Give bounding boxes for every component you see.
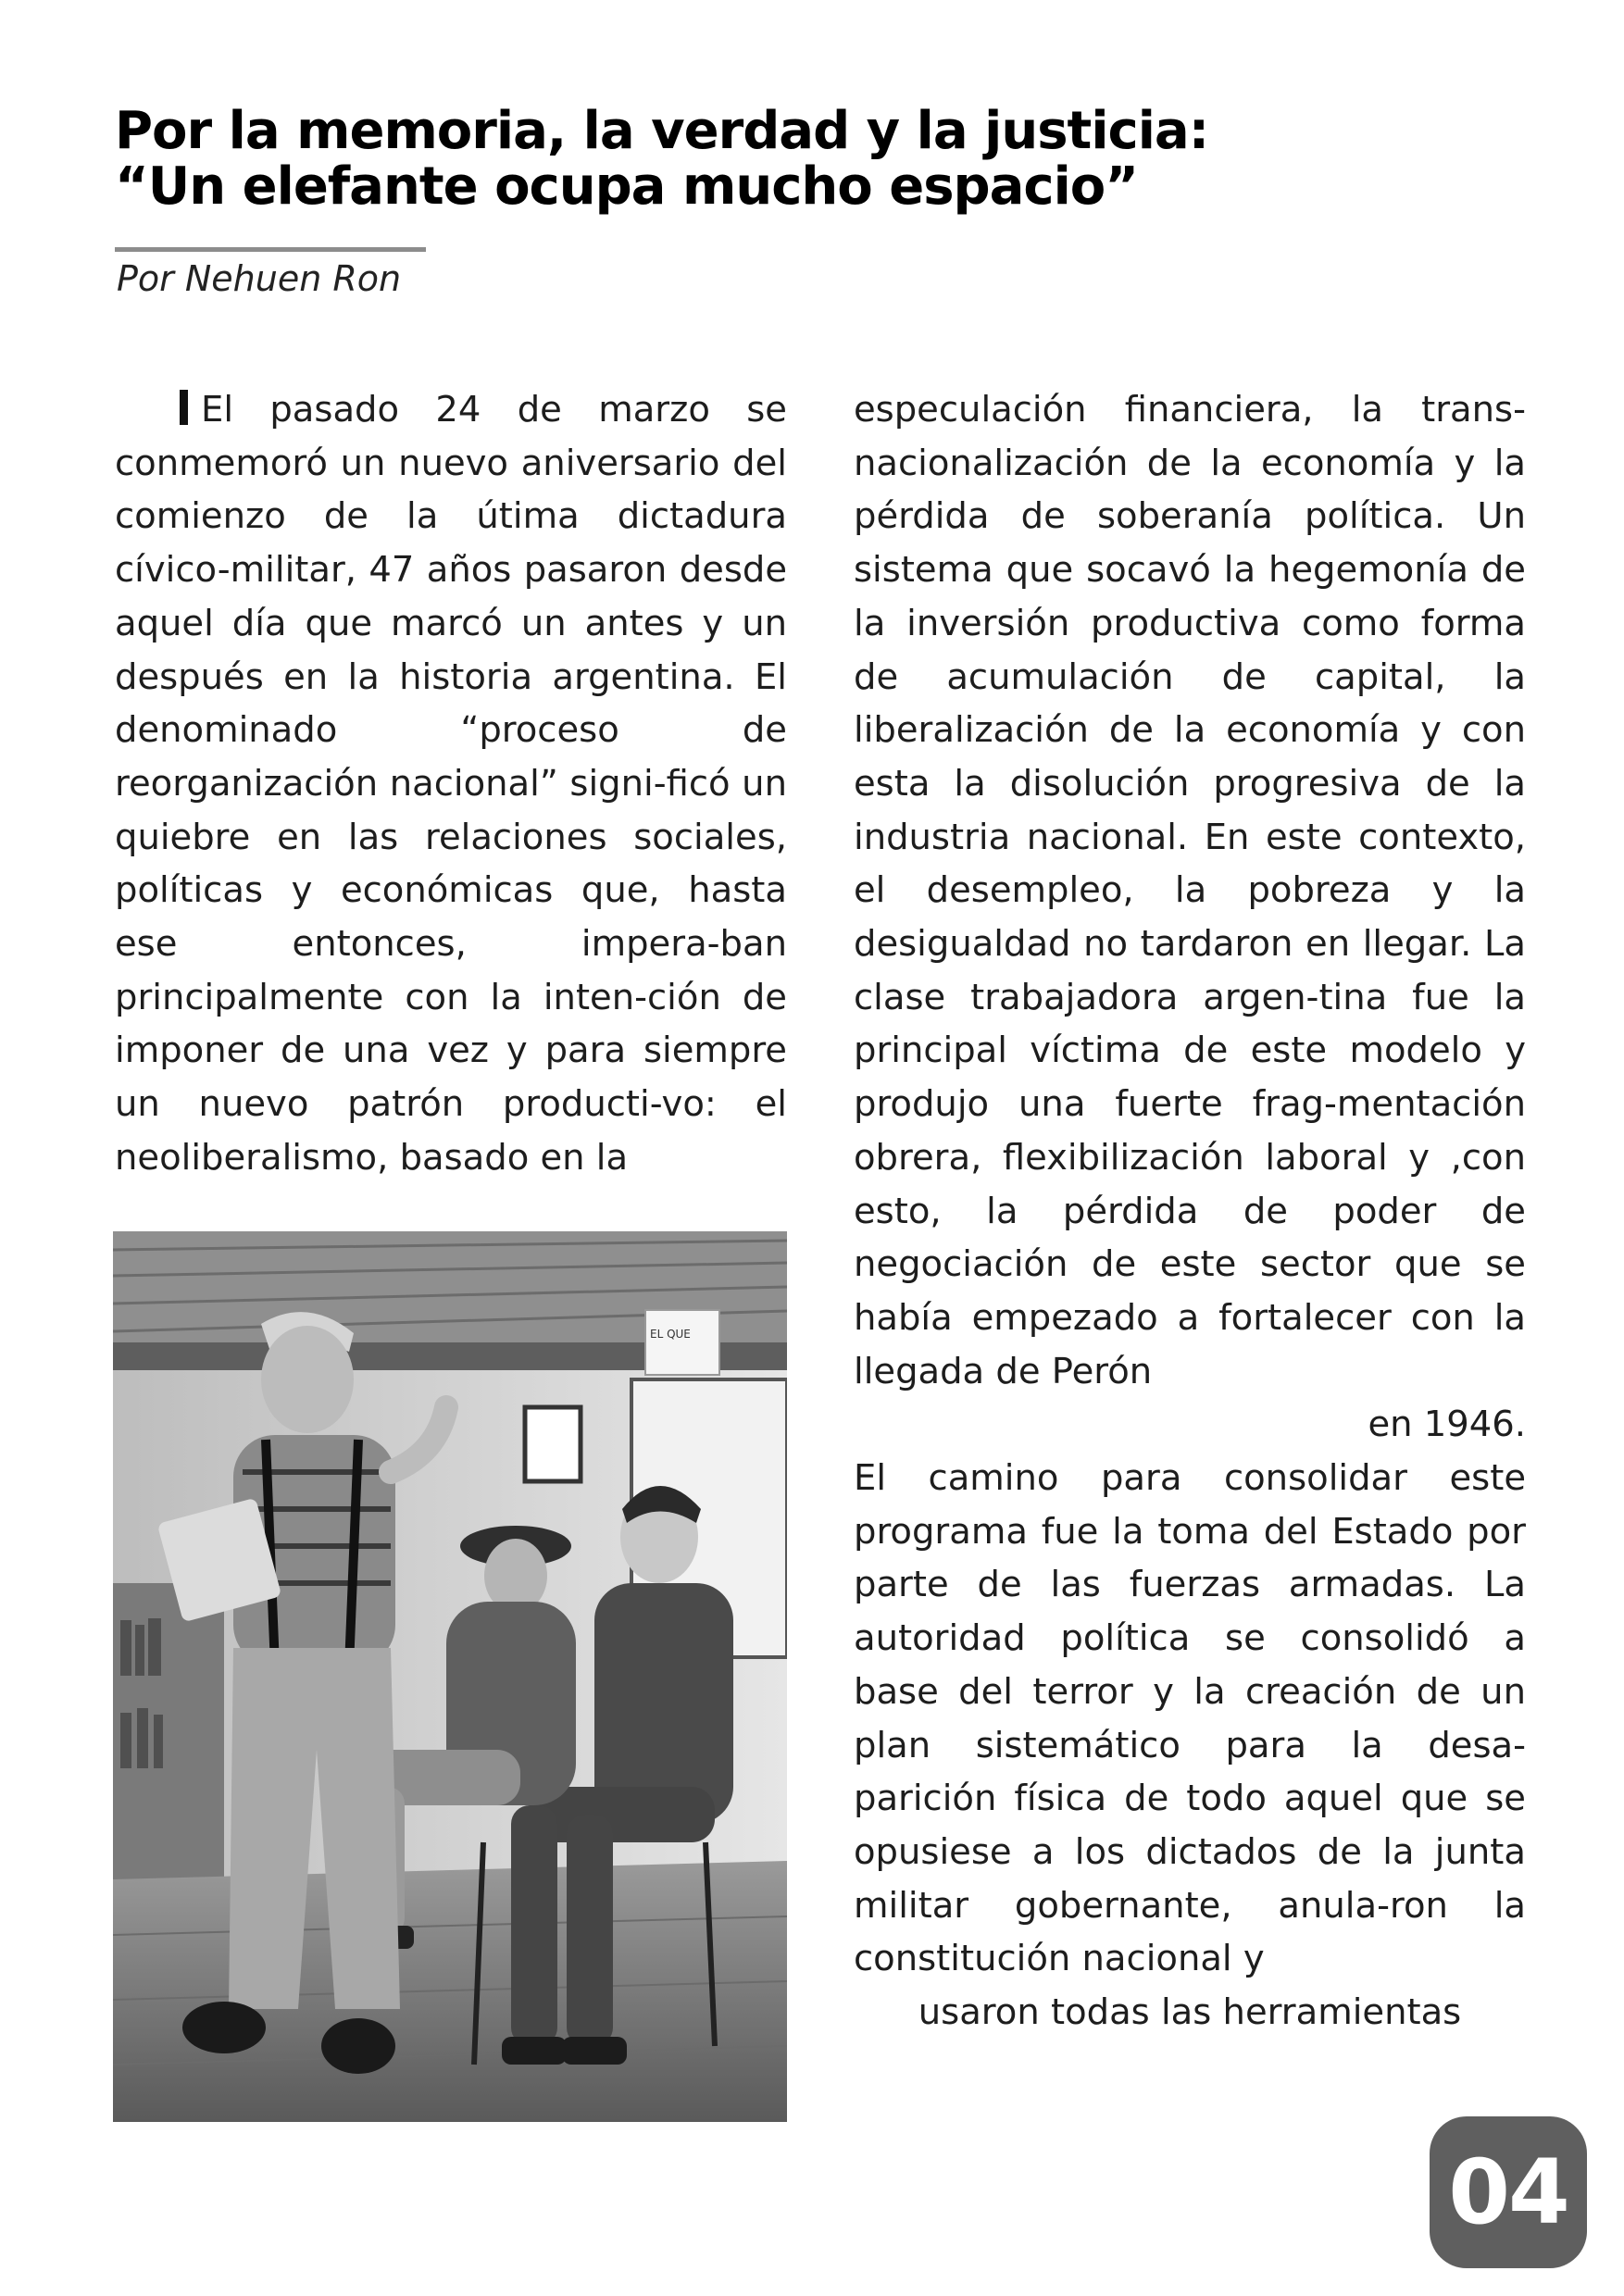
title-line-2: “Un elefante ocupa mucho espacio” (115, 156, 1139, 217)
lead-text: El pasado 24 de marzo se conmemoró un nuevo aniversario del comienzo de la útima dictadura cívico-militar, 47 años pasaron desde aquel día que marcó un antes y un después en la historia argentina. El denominado “proceso de reorganización nacional” signi-ficó un quiebre en las relaciones sociales, políticas y económicas que, hasta ese entonces, impera-ban principalmente con la inten-ción de imponer de una vez y para siempre un nuevo patrón producti-vo: el neoliberalismo, basado en la (115, 389, 787, 1179)
byline: Por Nehuen Ron (117, 258, 402, 299)
text-column-right (854, 383, 1526, 2040)
paragraph-2-text: El camino para consolidar este programa fue la toma del Estado por parte de las fuerzas armadas. La autoridad política se consolidó a base del terror y la creación de un plan sistemático para la desa-parición física de todo aquel que se opusiese a los dictados de la junta militar gobernante, anula-ron la constitución nacional y (854, 1457, 1526, 1980)
article-photo (113, 1231, 787, 2122)
window (525, 1407, 581, 1481)
photo-illustration (113, 1231, 787, 2122)
paragraph-1-end: en 1946. (1368, 1404, 1526, 1446)
lead-marker (180, 390, 188, 425)
paragraph-lead (115, 383, 787, 1185)
page-number: 04 (1448, 2140, 1568, 2244)
paragraph-2-end: usaron todas las herramientas (918, 1991, 1462, 2034)
poster-text: EL QUE (650, 1328, 691, 1341)
title-line-1: Por la memoria, la verdad y la justicia: (115, 101, 1209, 161)
page-number-badge (1430, 2116, 1587, 2268)
poster (645, 1310, 719, 1375)
paragraph-1-text: especulación financiera, la trans-nacionalización de la economía y la pérdida de soberanía política. Un sistema que socavó la hegemonía de la inversión productiva como forma de acumulación de capital, la liberalización de la economía y con esta la disolución progresiva de la industria nacional. En este contexto, el desempleo, la pobreza y la desigualdad no tardaron en llegar. La clase trabajadora argen-tina fue la principal víctima de este modelo y produjo una fuerte frag-mentación obrera, flexibilización laboral y ,con esto, la pérdida de poder de negociación de este sector que se había empezado a fortalecer con la llegada de Perón (854, 389, 1526, 1392)
paragraph-2 (854, 1452, 1526, 1986)
article-title (115, 101, 1504, 217)
text-column-left (115, 383, 787, 1185)
paragraph-1 (854, 383, 1526, 1452)
title-rule (115, 247, 426, 252)
